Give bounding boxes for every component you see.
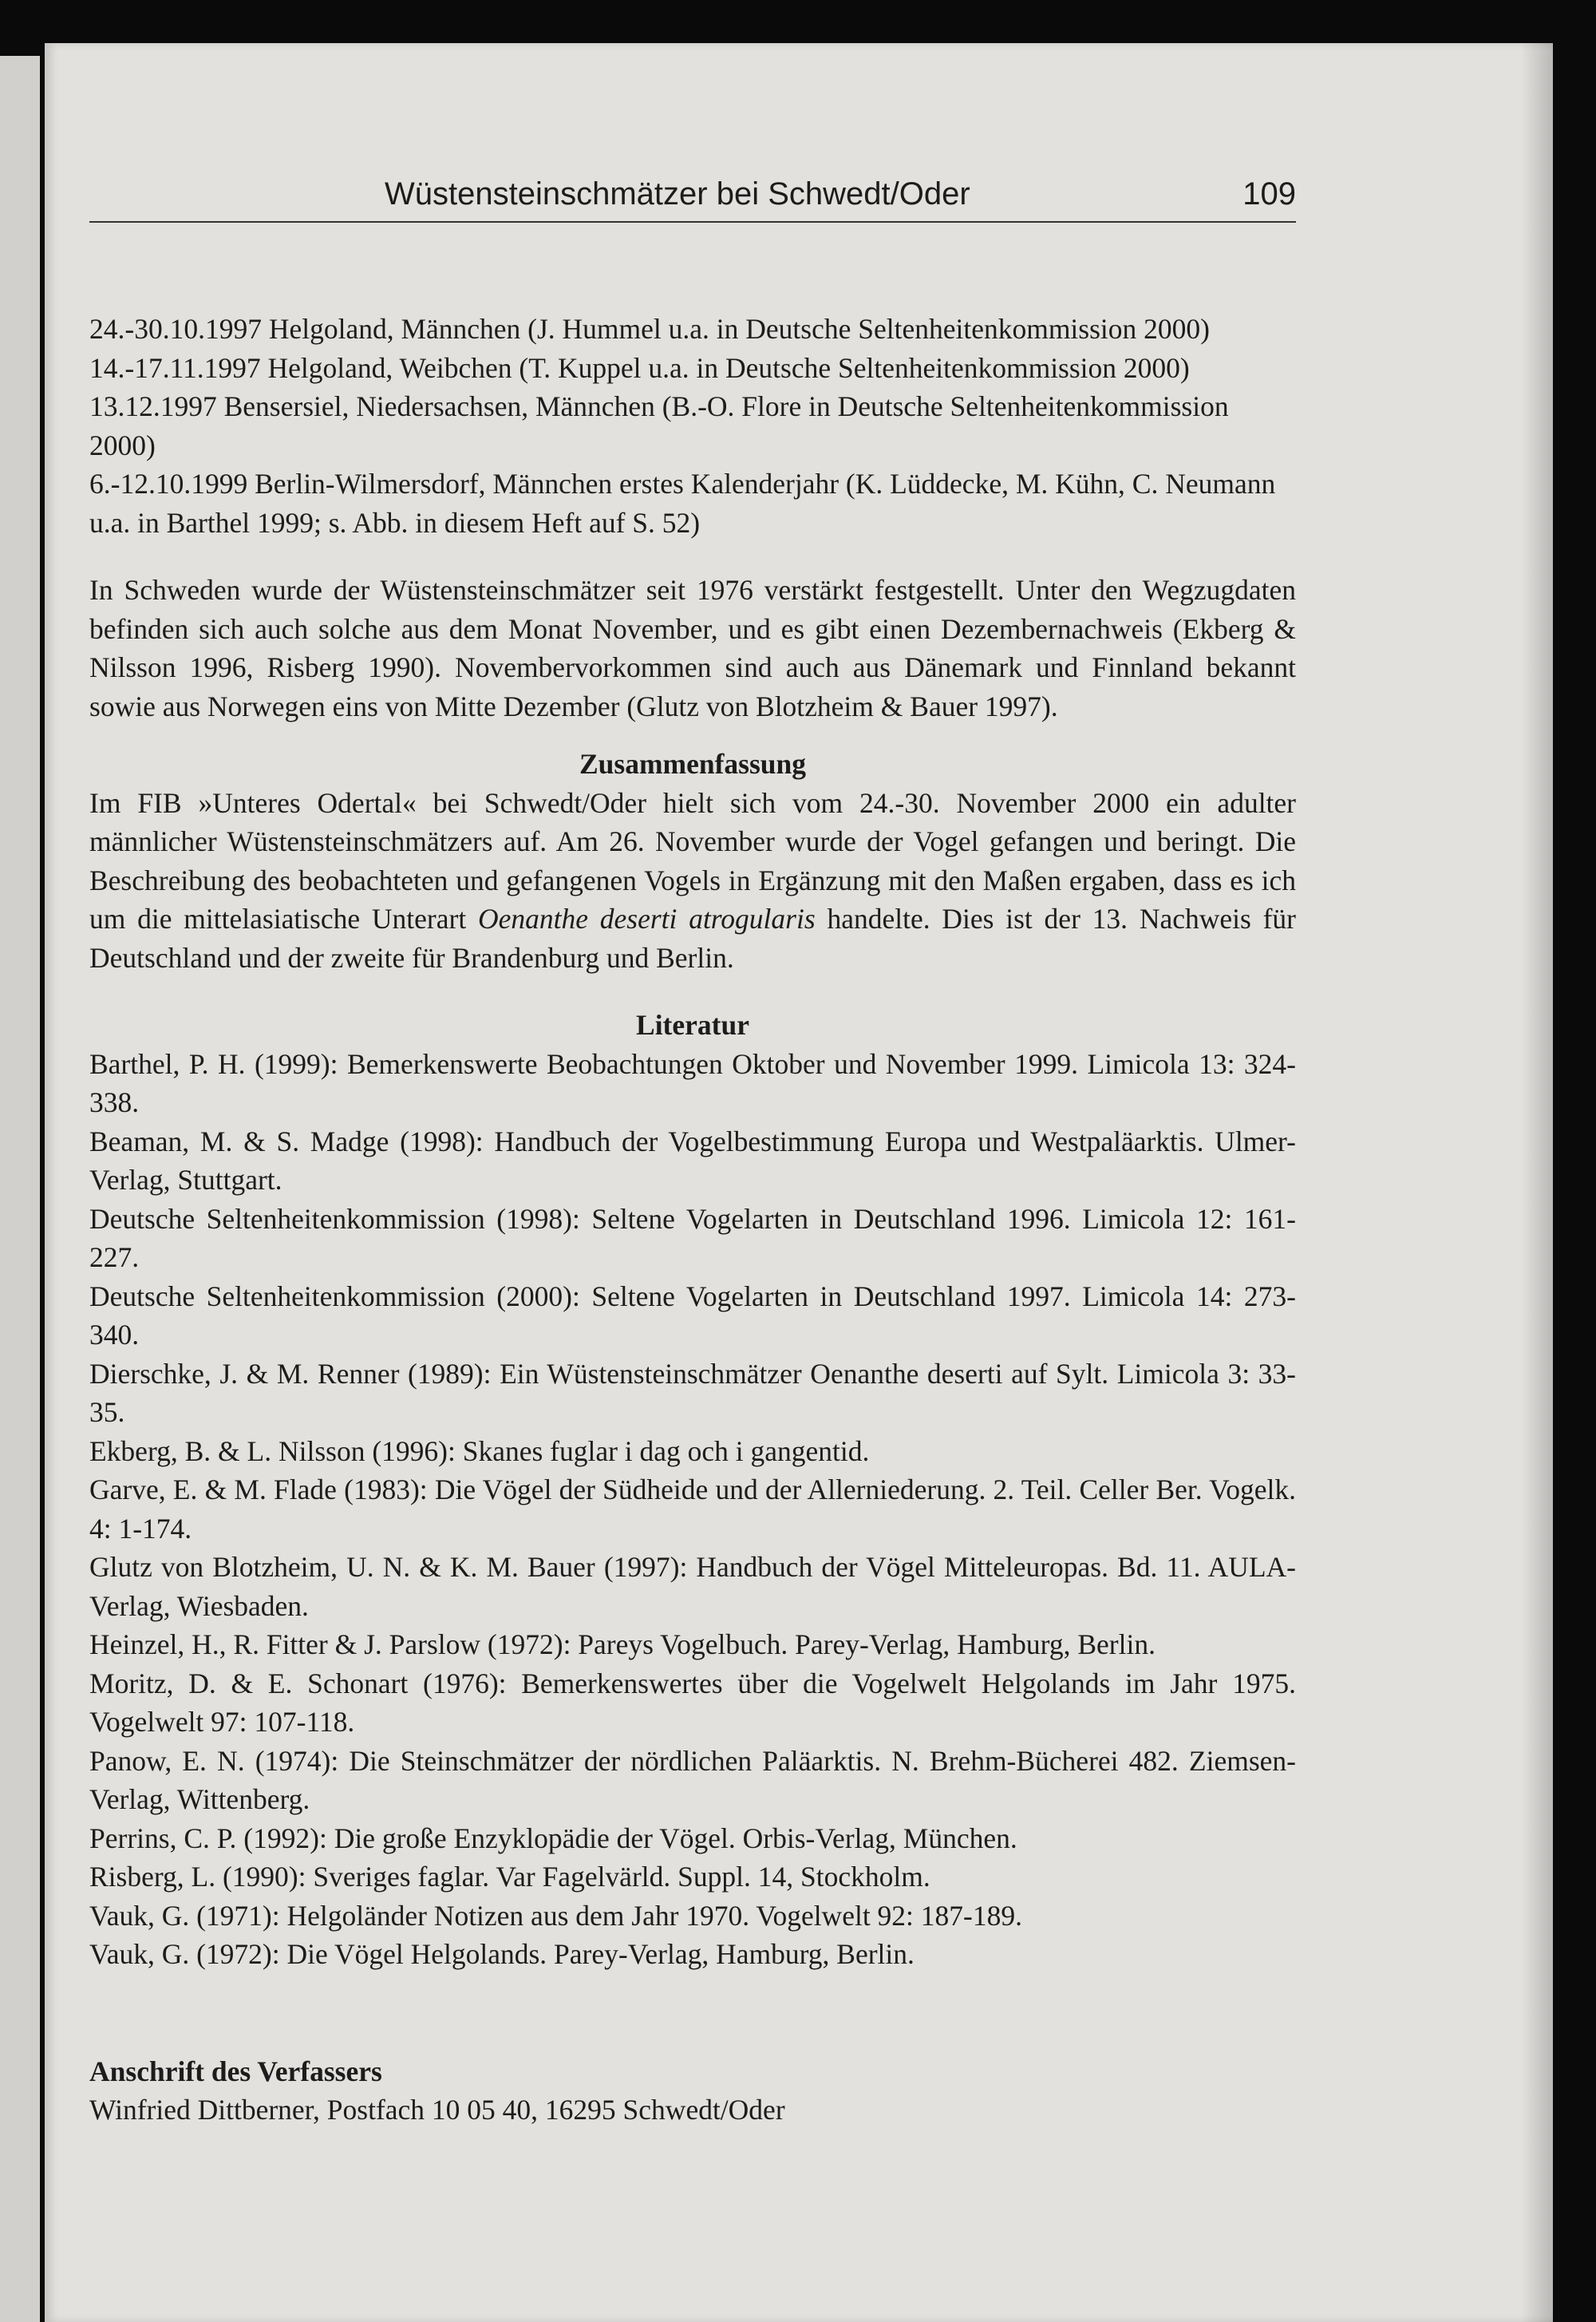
summary-text-start: Im FIB »Unteres Odertal« bei Schwedt/Oder hielt sich vom 24.-30. November 2000 ein adulter männlicher Wüstensteinschmätzers auf. Am 26. November wurde der Vogel gefangen und beringt. Die Beschreibung des beobachteten und gefangenen Vogels in Ergänzung mit den Maßen ergaben, dass es ich um die mittelasiatische Unterart [89, 786, 1296, 935]
reference-item: Heinzel, H., R. Fitter & J. Parslow (1972): Pareys Vogelbuch. Parey-Verlag, Hamburg, Berlin. [89, 1628, 1156, 1660]
record-item: 6.-12.10.1999 Berlin-Wilmersdorf, Männchen erstes Kalenderjahr (K. Lüddecke, M. Kühn, C. Neumann u.a. in Barthel 1999; s. Abb. in diesem Heft auf S. 52) [89, 468, 1276, 539]
reference-item: Dierschke, J. & M. Renner (1989): Ein Wüstensteinschmätzer Oenanthe deserti auf Sylt. Limicola 3: 33-35. [89, 1357, 1296, 1428]
reference-list [89, 1045, 1296, 1974]
reference-item: Panow, E. N. (1974): Die Steinschmätzer der nördlichen Paläarktis. N. Brehm-Bücherei 482. Ziemsen-Verlag, Wittenberg. [89, 1744, 1296, 1815]
reference-item: Deutsche Seltenheitenkommission (2000): Seltene Vogelarten in Deutschland 1997. Limicola 14: 273-340. [89, 1280, 1296, 1351]
reference-item: Ekberg, B. & L. Nilsson (1996): Skanes fuglar i dag och i gangentid. [89, 1434, 870, 1467]
reference-item: Moritz, D. & E. Schonart (1976): Bemerkenswertes über die Vogelwelt Helgolands im Jahr 1975. Vogelwelt 97: 107-118. [89, 1667, 1296, 1738]
summary-heading: Zusammenfassung [579, 748, 807, 780]
author-address: Winfried Dittberner, Postfach 10 05 40, 16295 Schwedt/Oder [89, 2094, 785, 2126]
summary-paragraph [89, 784, 1296, 978]
summary-text-end: handelte. Dies ist der 13. Nachweis für Deutschland und der zweite für Brandenburg und Berlin. [89, 903, 1296, 974]
sweden-paragraph: In Schweden wurde der Wüstensteinschmätzer seit 1976 verstärkt festgestellt. Unter den Wegzugdaten befinden sich auch solche aus dem Monat November, und es gibt einen Dezembernachweis (Ekberg & Nilsson 1996, Risberg 1990). Novembervorkommen sind auch aus Dänemark und Finnland bekannt sowie aus Norwegen eins von Mitte Dezember (Glutz von Blotzheim & Bauer 1997). [89, 574, 1296, 722]
reference-item: Glutz von Blotzheim, U. N. & K. M. Bauer (1997): Handbuch der Vögel Mitteleuropas. Bd. 11. AULA-Verlag, Wiesbaden. [89, 1551, 1296, 1622]
record-item: 14.-17.11.1997 Helgoland, Weibchen (T. Kuppel u.a. in Deutsche Seltenheitenkommission 2000) [89, 351, 1190, 384]
reference-item: Beaman, M. & S. Madge (1998): Handbuch der Vogelbestimmung Europa und Westpaläarktis. Ulmer-Verlag, Stuttgart. [89, 1125, 1296, 1196]
reference-item: Perrins, C. P. (1992): Die große Enzyklopädie der Vögel. Orbis-Verlag, München. [89, 1822, 1017, 1854]
article-body [89, 310, 1296, 2130]
literature-heading: Literatur [636, 1009, 749, 1041]
records-list [89, 310, 1296, 542]
running-title: Wüstensteinschmätzer bei Schwedt/Oder [385, 176, 970, 212]
reference-item: Vauk, G. (1971): Helgoländer Notizen aus dem Jahr 1970. Vogelwelt 92: 187-189. [89, 1899, 1022, 1932]
page-number: 109 [1242, 176, 1296, 212]
record-item: 24.-30.10.1997 Helgoland, Männchen (J. Hummel u.a. in Deutsche Seltenheitenkommission 2000) [89, 313, 1210, 345]
header-rule [89, 221, 1296, 223]
reference-item: Deutsche Seltenheitenkommission (1998): Seltene Vogelarten in Deutschland 1996. Limicola 12: 161-227. [89, 1202, 1296, 1273]
page-shadow [1521, 43, 1553, 2322]
taxon-name: Oenanthe deserti atrogularis [477, 903, 816, 935]
reference-item: Vauk, G. (1972): Die Vögel Helgolands. Parey-Verlag, Hamburg, Berlin. [89, 1938, 915, 1970]
page-header [89, 170, 1296, 226]
record-item: 13.12.1997 Bensersiel, Niedersachsen, Männchen (B.-O. Flore in Deutsche Seltenheitenkommission 2000) [89, 390, 1229, 461]
reference-item: Risberg, L. (1990): Sveriges faglar. Var Fagelvärld. Suppl. 14, Stockholm. [89, 1861, 930, 1893]
adjacent-page-edge [0, 56, 40, 2322]
address-heading: Anschrift des Verfassers [89, 2055, 382, 2087]
reference-item: Barthel, P. H. (1999): Bemerkenswerte Beobachtungen Oktober und November 1999. Limicola 13: 324-338. [89, 1047, 1296, 1118]
reference-item: Garve, E. & M. Flade (1983): Die Vögel der Südheide und der Allerniederung. 2. Teil. Celler Ber. Vogelk. 4: 1-174. [89, 1474, 1296, 1545]
